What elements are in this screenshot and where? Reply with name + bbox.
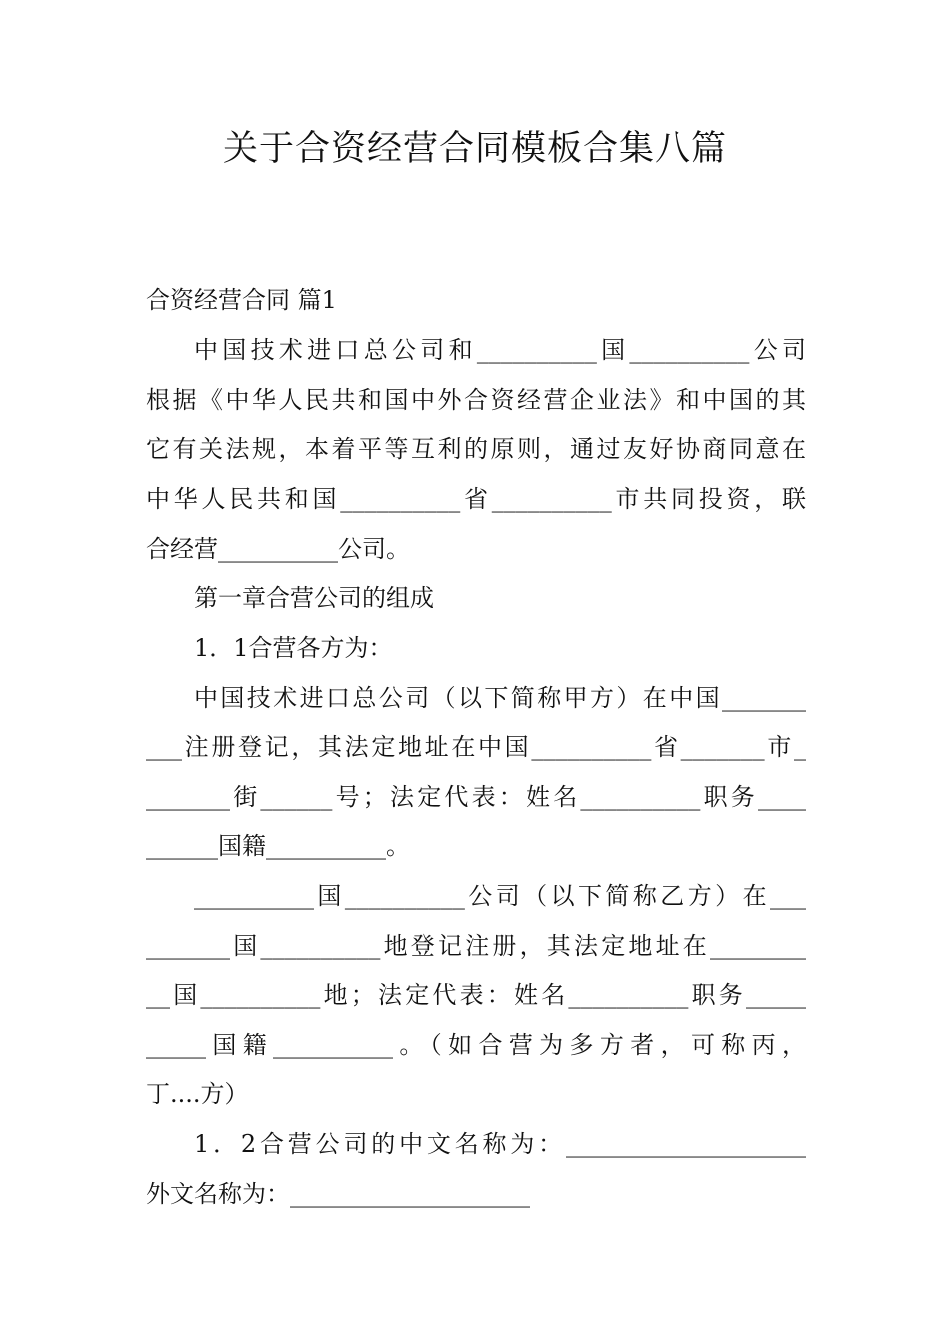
document-title: 关于合资经营合同模板合集八篇 [222, 129, 727, 169]
clause-heading: 1．1合营各方为： [194, 634, 393, 662]
paragraph-line: 外文名称为：____________________ [146, 1180, 530, 1208]
paragraph-line: 它有关法规，本着平等互利的原则，通过友好协商同意在 [146, 435, 806, 463]
paragraph-line: 中国技术进口总公司（以下简称甲方）在中国_______ [194, 684, 806, 712]
paragraph-line: 中华人民共和国__________省__________市共同投资，联 [146, 485, 806, 513]
chapter-heading: 第一章合营公司的组成 [194, 584, 434, 612]
paragraph-line: 中国技术进口总公司和__________国__________公司 [194, 336, 806, 364]
paragraph-line: 丁....方） [146, 1080, 249, 1108]
paragraph-line: __国__________地；法定代表：姓名__________职务_____ [146, 981, 806, 1009]
paragraph-line: 根据《中华人民共和国中外合资经营企业法》和中国的其 [146, 386, 806, 414]
section-heading: 合资经营合同 篇1 [146, 286, 337, 314]
paragraph-line: _____国籍__________。（如合营为多方者，可称丙， [146, 1031, 806, 1059]
paragraph-line: ___注册登记，其法定地址在中国__________省_______市_ [146, 733, 806, 761]
paragraph-line: 1．2合营公司的中文名称为：____________________ [194, 1130, 806, 1158]
paragraph-line: __________国__________公司（以下简称乙方）在___ [194, 882, 806, 910]
paragraph-line: 合经营__________公司。 [146, 535, 410, 563]
paragraph-line: _______国__________地登记注册，其法定地址在________ [146, 932, 806, 960]
paragraph-line: _______街______号；法定代表：姓名__________职务____ [146, 783, 806, 811]
paragraph-line: ______国籍__________。 [146, 832, 410, 860]
